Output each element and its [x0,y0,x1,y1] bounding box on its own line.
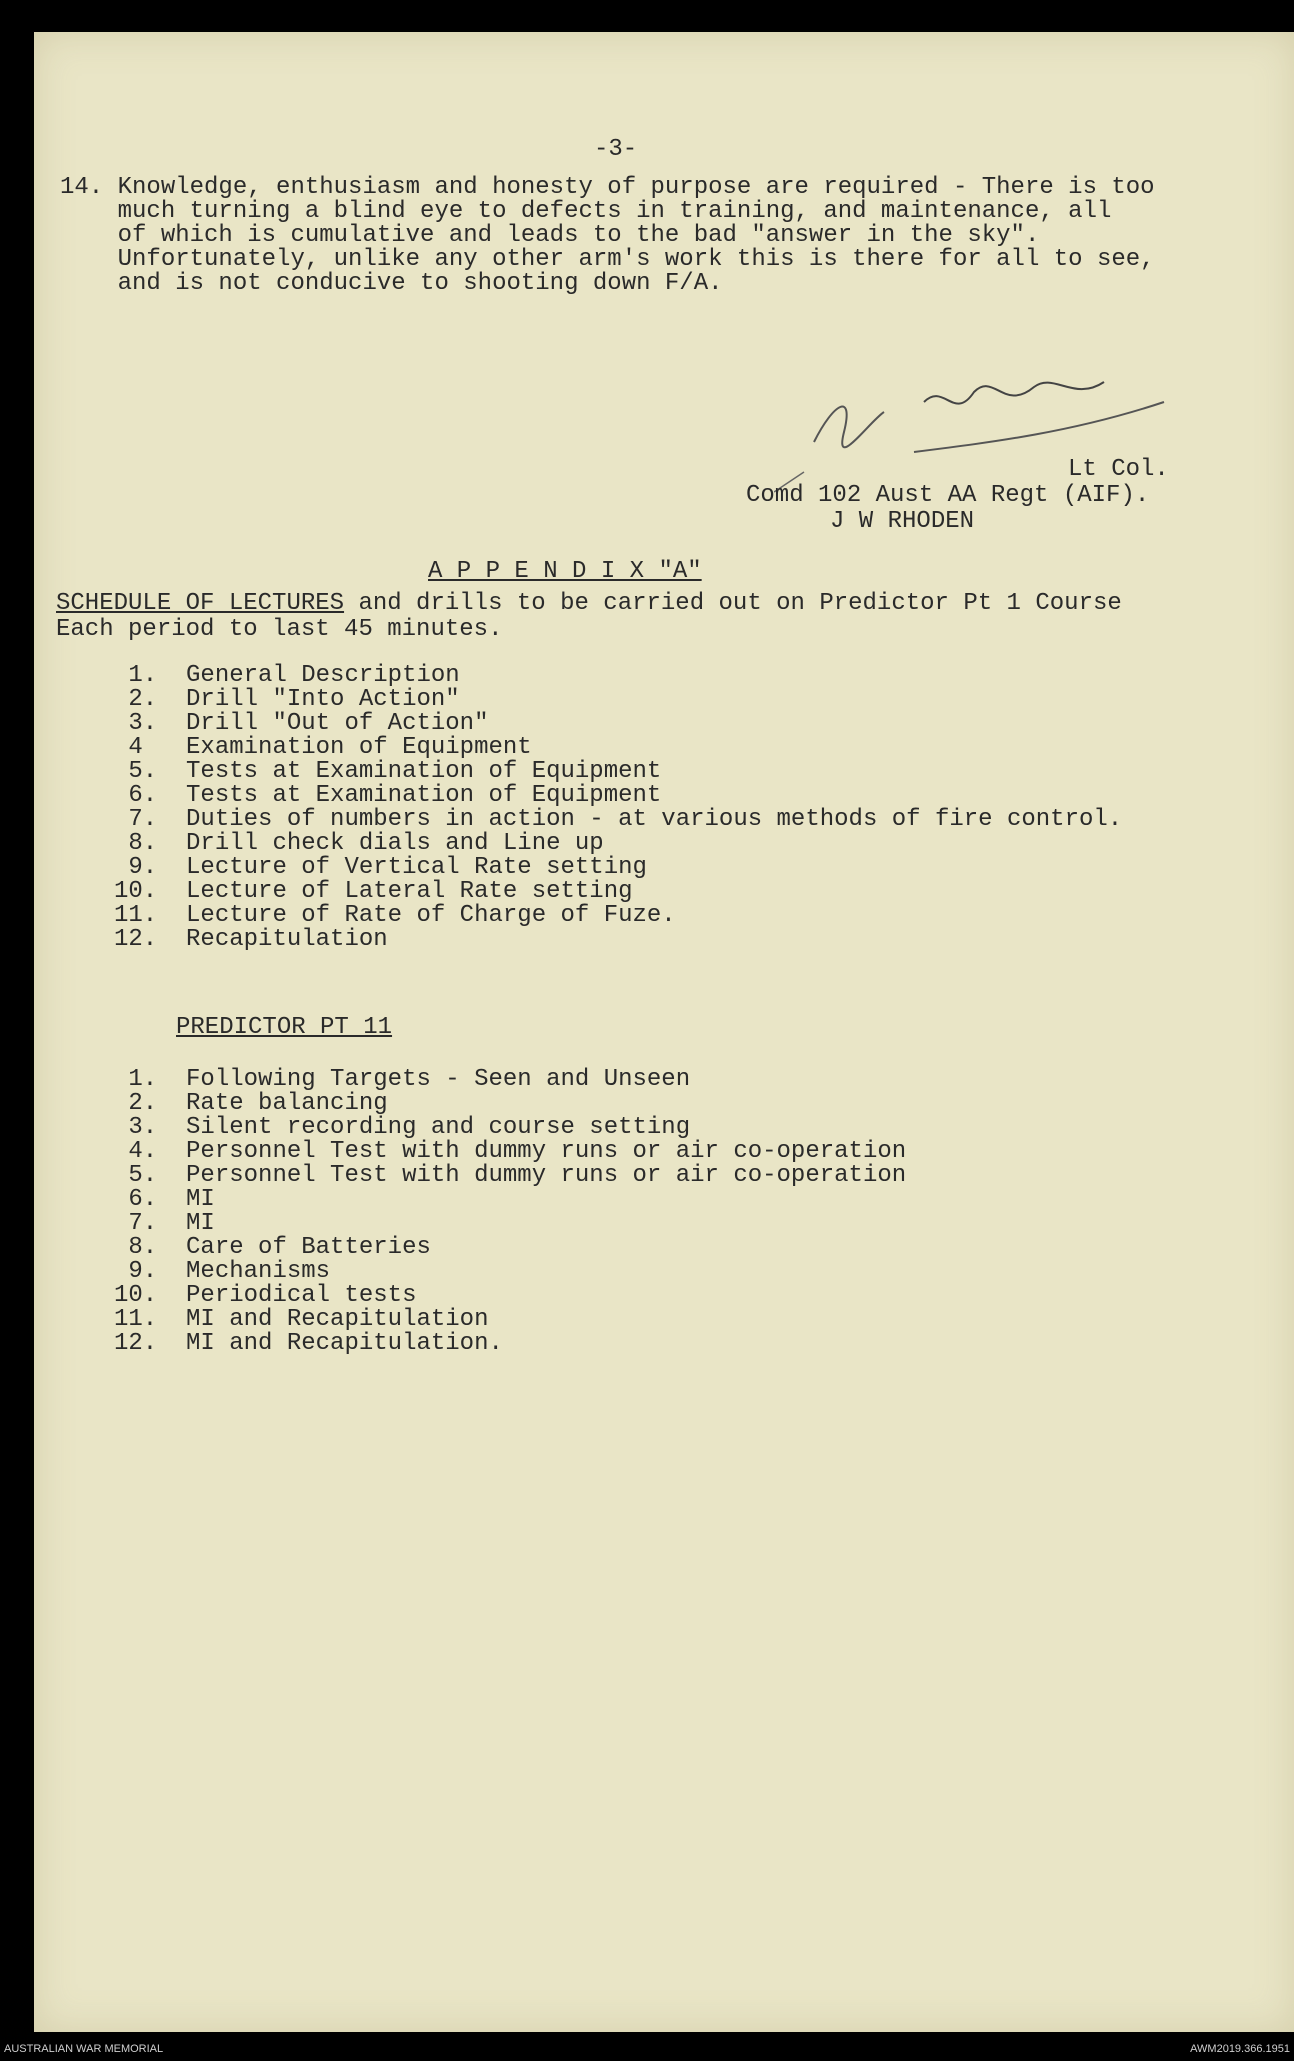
item-text: Drill check dials and Line up [186,830,604,857]
item-text: Care of Batteries [186,1234,431,1261]
item-number: 11. [114,902,158,929]
item-number: 4. [114,1138,158,1165]
list-item [114,808,1122,832]
appendix-title: A P P E N D I X "A" [428,558,702,585]
signatory-command: Comd 102 Aust AA Regt (AIF). [746,482,1150,509]
item-number: 6. [114,782,158,809]
item-number: 7. [114,806,158,833]
list-item [114,928,388,952]
list-item [114,1188,215,1212]
item-text: Lecture of Vertical Rate setting [186,854,647,881]
item-number: 4 [114,734,158,761]
item-number: 5. [114,1162,158,1189]
list-item [114,1212,215,1236]
list-item [114,760,661,784]
item-number: 7. [114,1210,158,1237]
period-line: Each period to last 45 minutes. [56,616,503,643]
item-text: Periodical tests [186,1282,417,1309]
item-text: Tests at Examination of Equipment [186,782,662,809]
list-item [114,1284,416,1308]
signatory-name: J W RHODEN [830,508,975,535]
list-item [114,1236,431,1260]
para-line: of which is cumulative and leads to the bad "answer in the sky". [60,222,1040,249]
item-text: Personnel Test with dummy runs or air co-operation [186,1138,907,1165]
pt2-heading: PREDICTOR PT 11 [176,1014,393,1041]
item-text: Drill "Into Action" [186,686,460,713]
item-text: General Description [186,662,460,689]
page-number: -3- [594,136,638,163]
list-item [114,1164,906,1188]
item-text: Mechanisms [186,1258,331,1285]
item-text: MI and Recapitulation. [186,1330,503,1357]
item-number: 3. [114,710,158,737]
list-item [114,736,532,760]
item-number: 1. [114,662,158,689]
item-number: 9. [114,1258,158,1285]
list-item [114,1116,690,1140]
list-item [114,688,460,712]
list-item [114,1068,690,1092]
schedule-line [56,592,1122,616]
item-number: 9. [114,854,158,881]
item-number: 10. [114,1282,158,1309]
list-item [114,664,460,688]
item-text: Recapitulation [186,926,388,953]
list-item [114,1260,330,1284]
item-text: Tests at Examination of Equipment [186,758,662,785]
signatory-rank: Lt Col. [1068,456,1169,483]
item-text: Silent recording and course setting [186,1114,691,1141]
item-number: 11. [114,1306,158,1333]
item-number: 1. [114,1066,158,1093]
item-text: Duties of numbers in action - at various methods of fire control. [186,806,1123,833]
item-text: MI and Recapitulation [186,1306,489,1333]
list-item [114,880,633,904]
list-item [114,904,676,928]
item-text: MI [186,1210,215,1237]
item-number: 10. [114,878,158,905]
item-text: MI [186,1186,215,1213]
list-item [114,1332,503,1356]
item-number: 8. [114,1234,158,1261]
list-item [114,784,661,808]
list-item [114,832,604,856]
item-number: 2. [114,686,158,713]
schedule-heading: SCHEDULE OF LECTURES [56,590,345,617]
list-item [114,856,647,880]
item-text: Lecture of Lateral Rate setting [186,878,633,905]
item-number: 3. [114,1114,158,1141]
para-line: much turning a blind eye to defects in training, and maintenance, all [60,198,1112,225]
item-text: Rate balancing [186,1090,388,1117]
schedule-rest: and drills to be carried out on Predictor Pt 1 Course [344,590,1122,617]
footer-left: AUSTRALIAN WAR MEMORIAL [4,2043,164,2055]
item-number: 8. [114,830,158,857]
item-text: Lecture of Rate of Charge of Fuze. [186,902,676,929]
list-item [114,1092,388,1116]
list-item [114,1140,906,1164]
item-number: 12. [114,1330,158,1357]
para-line: Unfortunately, unlike any other arm's work this is there for all to see, [60,246,1155,273]
para-line: and is not conducive to shooting down F/A. [60,270,723,297]
item-number: 6. [114,1186,158,1213]
item-text: Personnel Test with dummy runs or air co-operation [186,1162,907,1189]
item-text: Following Targets - Seen and Unseen [186,1066,691,1093]
list-item [114,1308,488,1332]
item-number: 2. [114,1090,158,1117]
list-item [114,712,488,736]
item-text: Drill "Out of Action" [186,710,489,737]
footer-right: AWM2019.366.1951 [1190,2043,1290,2055]
item-text: Examination of Equipment [186,734,532,761]
item-number: 5. [114,758,158,785]
item-number: 12. [114,926,158,953]
para-line: 14. Knowledge, enthusiasm and honesty of purpose are required - There is too [60,174,1155,201]
document-page [34,32,1294,2032]
